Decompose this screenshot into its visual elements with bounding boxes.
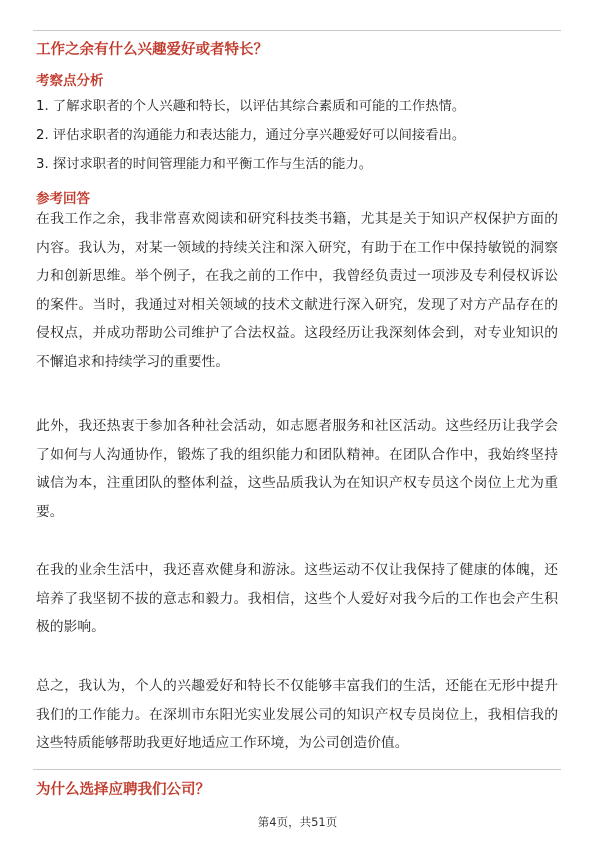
answer-paragraph-3: 在我的业余生活中，我还喜欢健身和游泳。这些运动不仅让我保持了健康的体魄，还培养了我坚韧不拔的意志和毅力。我相信，这些个人爱好对我今后的工作也会产生积极的影响。 xyxy=(36,562,558,635)
answer-paragraph-1: 在我工作之余，我非常喜欢阅读和研究科技类书籍，尤其是关于知识产权保护方面的内容。我认为，对某一领域的持续关注和深入研究，有助于在工作中保持敏锐的洞察力和创新思维。举个例子，在我之前的工作中，我曾经负责过一项涉及专利侵权诉讼的案件。当时，我通过对相关领域的技术文献进行深入研究，发现了对方产品存在的侵权点，并成功帮助公司维护了合法权益。这段经历让我深刻体会到，对专业知识的不懈追求和持续学习的重要性。 xyxy=(36,211,558,370)
page-number: 第4页，共51页 xyxy=(257,815,338,829)
answer-paragraph-4: 总之，我认为，个人的兴趣爱好和特长不仅能够丰富我们的生活，还能在无形中提升我们的工作能力。在深圳市东阳光实业发展公司的知识产权专员岗位上，我相信我的这些特质能够帮助我更好地适应工作环境，为公司创造价值。 xyxy=(36,678,558,751)
analysis-point-1: 1. 了解求职者的个人兴趣和特长，以评估其综合素质和可能的工作热情。 xyxy=(36,99,466,114)
answer-paragraph-2: 此外，我还热衷于参加各种社会活动，如志愿者服务和社区活动。这些经历让我学会了如何与人沟通协作，锻炼了我的组织能力和团队精神。在团队合作中，我始终坚持诚信为本，注重团队的整体利益，这些品质我认为在知识产权专员这个岗位上尤为重要。 xyxy=(36,418,558,520)
analysis-heading: 考察点分析 xyxy=(36,73,104,89)
bottom-divider xyxy=(33,769,561,770)
answer-heading: 参考回答 xyxy=(36,191,90,207)
analysis-point-3: 3. 探讨求职者的时间管理能力和平衡工作与生活的能力。 xyxy=(36,157,373,172)
next-question-title: 为什么选择应聘我们公司？ xyxy=(36,782,210,798)
analysis-point-2: 2. 评估求职者的沟通能力和表达能力，通过分享兴趣爱好可以间接看出。 xyxy=(36,128,466,143)
question-title: 工作之余有什么兴趣爱好或者特长？ xyxy=(36,42,268,58)
top-divider xyxy=(33,30,561,31)
